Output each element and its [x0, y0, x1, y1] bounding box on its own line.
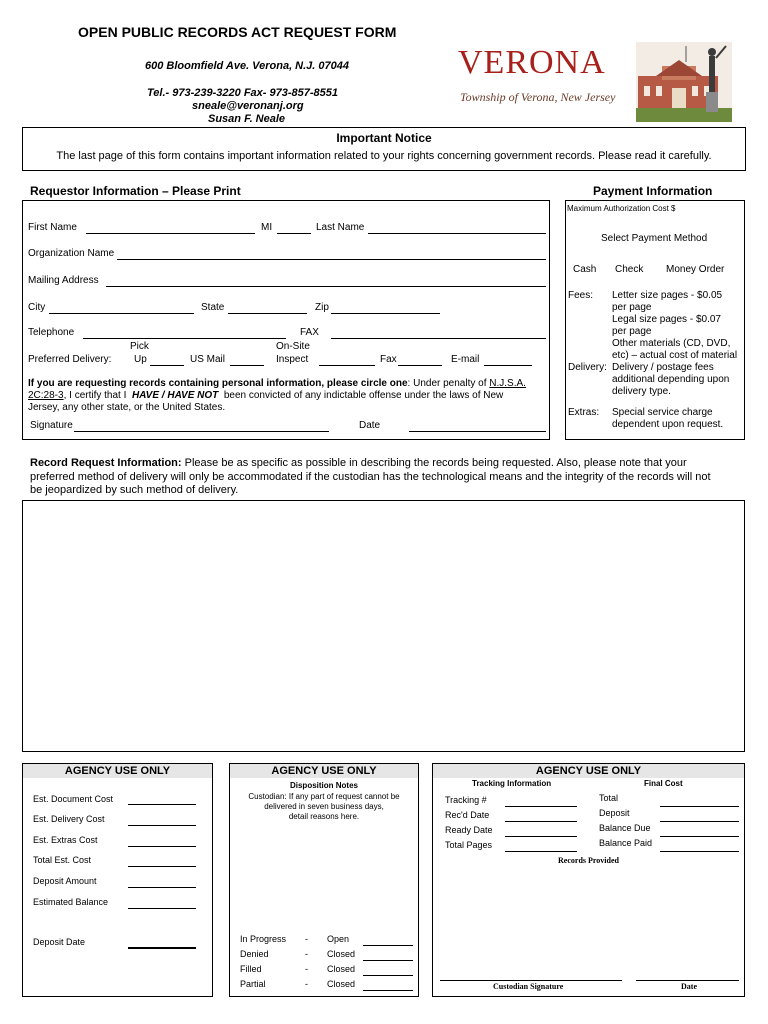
disposition-text2: delivered in seven business days,: [264, 802, 384, 811]
status-closed-label: Closed: [327, 949, 356, 959]
total-est-cost-field[interactable]: [128, 866, 196, 867]
record-request-intro: [30, 457, 745, 469]
payment-heading: Payment Information: [593, 184, 713, 198]
status-dash: -: [305, 934, 308, 944]
balance-due-label: Balance Due: [599, 823, 651, 833]
deposit-date-field[interactable]: [128, 947, 196, 949]
cert-njsa: N.J.S.A.: [489, 378, 526, 389]
total-pages-field[interactable]: [505, 851, 577, 852]
est-extras-cost-field[interactable]: [128, 846, 196, 847]
total-pages-label: Total Pages: [445, 840, 493, 850]
requestor-heading: Requestor Information – Please Print: [30, 184, 241, 198]
last-name-field[interactable]: [368, 233, 546, 234]
check-option[interactable]: Check: [615, 264, 644, 275]
organization-label: Organization Name: [28, 248, 115, 259]
est-delivery-cost-field[interactable]: [128, 825, 196, 826]
inspect-field[interactable]: [319, 365, 375, 366]
fax-delivery-field[interactable]: [398, 365, 442, 366]
records-provided-title: Records Provided: [558, 856, 619, 865]
email: sneale@veronanj.org: [192, 100, 304, 112]
custodian-date-field[interactable]: [636, 980, 739, 981]
tracking-number-field[interactable]: [505, 806, 577, 807]
disposition-text3: detail reasons here.: [288, 812, 360, 821]
cert-statute: 2C:28-3: [28, 390, 64, 401]
email-delivery-label: E-mail: [451, 354, 480, 365]
est-extras-cost-label: Est. Extras Cost: [33, 835, 98, 845]
phone-fax: Tel.- 973-239-3220 Fax- 973-857-8551: [147, 87, 338, 99]
date-field[interactable]: [409, 431, 546, 432]
certification-line1: [28, 378, 526, 389]
mi-label: MI: [261, 222, 273, 233]
fax-field[interactable]: [331, 338, 546, 339]
status-partial-field[interactable]: [363, 990, 413, 991]
slash: /: [161, 390, 165, 401]
final-total-field[interactable]: [660, 806, 739, 807]
organization-field[interactable]: [117, 259, 546, 260]
town-hall-image: [636, 42, 732, 122]
cert-text1: : Under penalty of: [407, 378, 487, 389]
cash-option[interactable]: Cash: [573, 264, 597, 275]
fax-label: FAX: [300, 327, 319, 338]
fee-other-detail: etc) – actual cost of material: [612, 350, 738, 361]
disposition-notes-title: Disposition Notes: [289, 781, 358, 790]
mi-field[interactable]: [277, 233, 311, 234]
tracking-number-label: Tracking #: [445, 795, 487, 805]
pick-label: Pick: [130, 341, 149, 352]
deposit-amount-label: Deposit Amount: [33, 876, 97, 886]
delivery-label: Delivery:: [568, 362, 607, 373]
custodian-date-label: Date: [681, 982, 697, 991]
email-delivery-field[interactable]: [484, 365, 532, 366]
city-label: City: [28, 302, 46, 313]
final-deposit-label: Deposit: [599, 808, 630, 818]
extras-line2: dependent upon request.: [612, 419, 724, 430]
recd-date-label: Rec'd Date: [445, 810, 490, 820]
date-label: Date: [359, 420, 381, 431]
onsite-label: On-Site: [276, 341, 310, 352]
cert-text3: been convicted of any indictable offense under the laws of New: [223, 390, 504, 401]
logo-tagline: Township of Verona, New Jersey: [460, 90, 616, 104]
status-in-progress-label: In Progress: [240, 934, 287, 944]
fee-legal-unit: per page: [612, 326, 652, 337]
final-cost-title: Final Cost: [644, 779, 683, 788]
telephone-field[interactable]: [83, 338, 286, 339]
status-dash: -: [305, 964, 308, 974]
fee-letter: Letter size pages - $0.05: [612, 290, 723, 301]
last-name-label: Last Name: [316, 222, 365, 233]
mailing-field[interactable]: [106, 286, 546, 287]
zip-label: Zip: [315, 302, 329, 313]
status-dash: -: [305, 979, 308, 989]
up-label: Up: [134, 354, 147, 365]
first-name-label: First Name: [28, 222, 77, 233]
estimated-balance-label: Estimated Balance: [33, 897, 109, 907]
est-document-cost-label: Est. Document Cost: [33, 794, 114, 804]
fax-delivery-label: Fax: [380, 354, 397, 365]
status-dash: -: [305, 949, 308, 959]
est-document-cost-field[interactable]: [128, 804, 196, 805]
max-auth-label: Maximum Authorization Cost $: [567, 204, 676, 213]
first-name-field[interactable]: [86, 233, 255, 234]
state-field[interactable]: [228, 313, 307, 314]
final-deposit-field[interactable]: [660, 821, 739, 822]
tracking-heading: AGENCY USE ONLY: [433, 764, 744, 778]
certification-line2: [28, 390, 503, 401]
deposit-amount-field[interactable]: [128, 887, 196, 888]
ready-date-field[interactable]: [505, 836, 577, 837]
notice-title: Important Notice: [336, 131, 432, 145]
status-filled-label: Filled: [240, 964, 262, 974]
ready-date-label: Ready Date: [445, 825, 493, 835]
signature-field[interactable]: [74, 431, 329, 432]
money-order-option[interactable]: Money Order: [666, 264, 725, 275]
contact-name: Susan F. Neale: [208, 113, 286, 125]
status-denied-field[interactable]: [363, 960, 413, 961]
preferred-delivery-label: Preferred Delivery:: [28, 354, 112, 365]
fee-letter-unit: per page: [612, 302, 652, 313]
extras-line1: Special service charge: [612, 407, 713, 418]
total-est-cost-label: Total Est. Cost: [33, 855, 92, 865]
delivery-line3: delivery type.: [612, 386, 671, 397]
disposition-text1: Custodian: If any part of request cannot be: [248, 792, 400, 801]
record-request-text1: Please be as specific as possible in describing the records being requested. Also, please note that your: [184, 457, 687, 469]
balance-paid-label: Balance Paid: [599, 838, 653, 848]
have-not-option[interactable]: HAVE NOT: [167, 390, 219, 401]
custodian-signature-label: Custodian Signature: [493, 982, 564, 991]
select-method-label: Select Payment Method: [601, 233, 708, 244]
usmail-field[interactable]: [230, 365, 264, 366]
pickup-field[interactable]: [150, 365, 184, 366]
zip-field[interactable]: [331, 313, 440, 314]
record-request-label: Record Request Information:: [30, 457, 182, 469]
estimated-balance-field[interactable]: [128, 908, 196, 909]
delivery-line1: Delivery / postage fees: [612, 362, 714, 373]
signature-label: Signature: [30, 420, 73, 431]
have-option[interactable]: HAVE: [131, 390, 159, 401]
certification-line3: Jersey, any other state, or the United States.: [28, 402, 226, 413]
logo-name: VERONA: [458, 44, 606, 81]
form-title: OPEN PUBLIC RECORDS ACT REQUEST FORM: [78, 24, 397, 40]
state-label: State: [201, 302, 225, 313]
status-denied-label: Denied: [240, 949, 269, 959]
city-field[interactable]: [49, 313, 194, 314]
balance-due-field[interactable]: [660, 836, 739, 837]
fee-other: Other materials (CD, DVD,: [612, 338, 731, 349]
notice-text: The last page of this form contains important information related to your rights concerning government records. Please read it carefully.: [56, 150, 712, 162]
status-partial-label: Partial: [240, 979, 266, 989]
usmail-label: US Mail: [190, 354, 226, 365]
delivery-line2: additional depending upon: [612, 374, 730, 385]
record-request-text3: be jeopardized by such method of delivery.: [30, 484, 239, 496]
disposition-heading: AGENCY USE ONLY: [230, 764, 418, 778]
status-open-field[interactable]: [363, 945, 413, 946]
status-closed-label: Closed: [327, 964, 356, 974]
fee-legal: Legal size pages - $0.07: [612, 314, 721, 325]
record-request-text2: preferred method of delivery will only be accommodated if the custodian has the technological means and the integrity of the records will not: [30, 471, 711, 483]
agency-cost-heading: AGENCY USE ONLY: [23, 764, 212, 778]
custodian-signature-field[interactable]: [440, 980, 622, 981]
cert-text2: , I certify that I: [63, 390, 127, 401]
record-request-textarea[interactable]: [22, 500, 745, 752]
extras-label: Extras:: [568, 407, 600, 418]
deposit-date-label: Deposit Date: [33, 937, 86, 947]
fees-label: Fees:: [568, 290, 594, 301]
recd-date-field[interactable]: [505, 821, 577, 822]
status-closed-label: Closed: [327, 979, 356, 989]
status-filled-field[interactable]: [363, 975, 413, 976]
est-delivery-cost-label: Est. Delivery Cost: [33, 814, 105, 824]
final-total-label: Total: [599, 793, 619, 803]
mailing-label: Mailing Address: [28, 275, 99, 286]
important-notice-box: [22, 127, 746, 171]
inspect-label: Inspect: [276, 354, 309, 365]
balance-paid-field[interactable]: [660, 851, 739, 852]
telephone-label: Telephone: [28, 327, 75, 338]
cert-bold-text: If you are requesting records containing personal information, please circle one: [28, 378, 408, 389]
status-open-label: Open: [327, 934, 350, 944]
address: 600 Bloomfield Ave. Verona, N.J. 07044: [145, 60, 349, 72]
tracking-info-title: Tracking Information: [472, 779, 552, 788]
